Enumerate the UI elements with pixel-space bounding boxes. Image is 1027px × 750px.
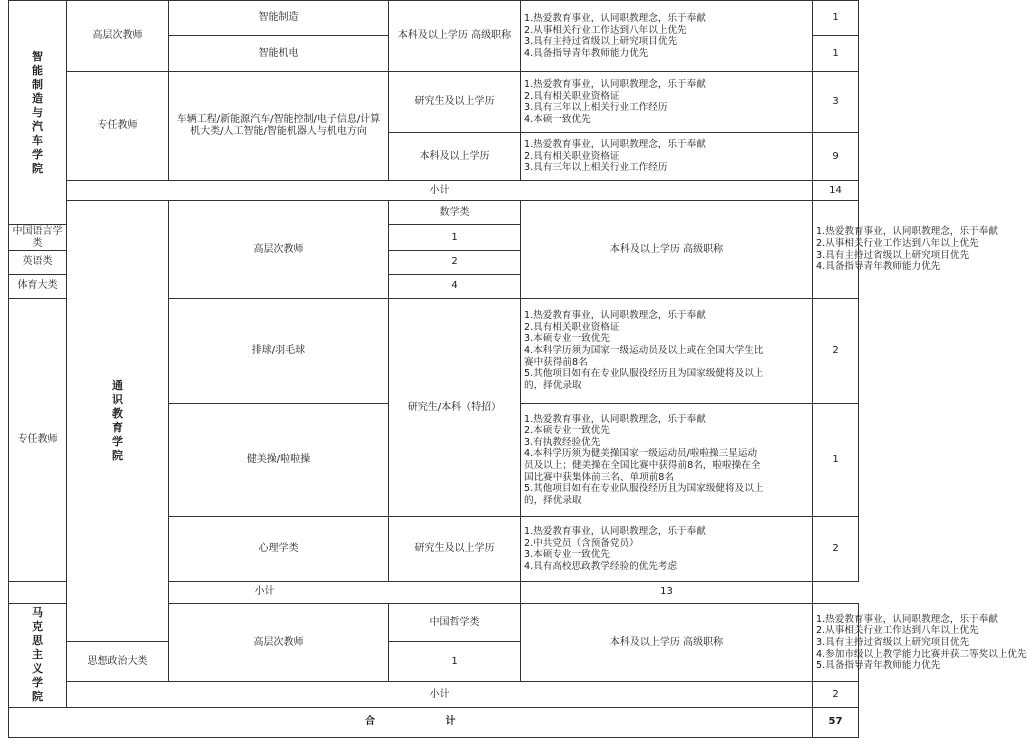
major: 排球/羽毛球 bbox=[169, 298, 389, 403]
requirement-line: 1.热爱教育事业，认同职教理念，乐于奉献 bbox=[816, 226, 998, 238]
education: 本科及以上学历 bbox=[389, 132, 521, 180]
requirement-line: 1.热爱教育事业，认同职教理念，乐于奉献 bbox=[524, 139, 706, 151]
requirement-line: 员及以上；健美操在全国比赛中获得前8名，啦啦操在全 bbox=[524, 460, 761, 472]
quota: 1 bbox=[813, 36, 859, 72]
requirement-line: 5.其他项目如有在专业队服役经历且为国家级健将及以上 bbox=[524, 368, 764, 380]
education: 研究生及以上学历 bbox=[389, 72, 521, 132]
requirement-line: 2.具有相关职业资格证 bbox=[524, 90, 620, 102]
requirement-line: 2.中共党员（含预备党员） bbox=[524, 537, 639, 549]
education: 本科及以上学历 高级职称 bbox=[521, 201, 813, 299]
requirement-line: 3.具有主持过省级以上研究项目优先 bbox=[816, 636, 970, 648]
major: 心理学类 bbox=[169, 517, 389, 581]
quota: 2 bbox=[813, 517, 859, 581]
requirement-line: 3.具有主持过省级以上研究项目优先 bbox=[524, 36, 678, 48]
subtotal-row bbox=[9, 181, 859, 201]
quota: 2 bbox=[389, 250, 521, 274]
education: 研究生/本科（特招） bbox=[389, 298, 521, 516]
requirement-line: 1.热爱教育事业，认同职教理念，乐于奉献 bbox=[524, 413, 706, 425]
total-value: 57 bbox=[813, 707, 859, 737]
requirement-line: 2.本硕专业一致优先 bbox=[524, 425, 610, 437]
requirement-line: 2.从事相关行业工作达到八年以上优先 bbox=[816, 238, 979, 250]
subtotal-row bbox=[9, 682, 859, 707]
total-row bbox=[9, 707, 859, 737]
requirement-line: 5.具备指导青年教师能力优先 bbox=[816, 660, 941, 672]
requirement-line: 1.热爱教育事业，认同职教理念，乐于奉献 bbox=[524, 78, 706, 90]
requirement-line: 4.具备指导青年教师能力优先 bbox=[524, 47, 649, 59]
total-label-a: 合 bbox=[365, 716, 376, 728]
requirements bbox=[521, 403, 813, 517]
requirements bbox=[521, 298, 813, 403]
teacher-type: 高层次教师 bbox=[169, 201, 389, 299]
teacher-type: 高层次教师 bbox=[169, 603, 389, 682]
requirement-line: 1.热爱教育事业，认同职教理念，乐于奉献 bbox=[524, 13, 706, 25]
major: 体育大类 bbox=[9, 274, 67, 298]
requirement-line: 4.本硕一致优先 bbox=[524, 113, 591, 125]
requirement-line: 2.具有相关职业资格证 bbox=[524, 150, 620, 162]
major: 思想政治大类 bbox=[67, 642, 169, 682]
major: 英语类 bbox=[9, 250, 67, 274]
requirement-line: 3.本硕专业一致优先 bbox=[524, 549, 610, 561]
requirement-line: 1.热爱教育事业，认同职教理念，乐于奉献 bbox=[524, 310, 706, 322]
requirement-line: 4.本科学历须为健美操国家一级运动员/啦啦操三星运动 bbox=[524, 448, 758, 460]
subtotal-label: 小计 bbox=[67, 181, 813, 201]
requirement-line: 3.本硕专业一致优先 bbox=[524, 333, 610, 345]
teacher-type: 专任教师 bbox=[67, 72, 169, 181]
requirement-line: 4.本科学历须为国家一级运动员及以上或在全国大学生比 bbox=[524, 344, 764, 356]
requirements bbox=[521, 1, 813, 72]
total-label-b: 计 bbox=[445, 716, 456, 728]
college-cell bbox=[67, 201, 169, 642]
major: 健美操/啦啦操 bbox=[169, 403, 389, 517]
quota: 1 bbox=[813, 403, 859, 517]
quota: 1 bbox=[389, 225, 521, 250]
requirement-line: 2.从事相关行业工作达到八年以上优先 bbox=[524, 24, 687, 36]
major: 数学类 bbox=[389, 201, 521, 225]
requirement-line: 1.热爱教育事业，认同职教理念，乐于奉献 bbox=[816, 613, 998, 625]
quota: 4 bbox=[389, 274, 521, 298]
requirement-line: 3.具有三年以上相关行业工作经历 bbox=[524, 102, 668, 114]
requirements bbox=[521, 132, 813, 180]
requirements bbox=[813, 201, 998, 299]
requirement-line: 的，择优录取 bbox=[524, 494, 582, 506]
quota: 2 bbox=[813, 298, 859, 403]
requirement-line: 2.具有相关职业资格证 bbox=[524, 321, 620, 333]
requirement-line: 国比赛中获集体前三名、单项前8名 bbox=[524, 471, 675, 483]
quota: 9 bbox=[813, 132, 859, 180]
requirement-line: 3.具有三年以上相关行业工作经历 bbox=[524, 162, 668, 174]
quota: 1 bbox=[389, 642, 521, 682]
requirements bbox=[521, 72, 813, 132]
college-cell bbox=[9, 1, 67, 225]
requirements bbox=[813, 603, 1027, 682]
college-name: 通识教育学院 bbox=[112, 379, 123, 463]
requirement-line: 5.其他项目如有在专业队服役经历且为国家级健将及以上 bbox=[524, 483, 764, 495]
subtotal-value: 2 bbox=[813, 682, 859, 707]
table-row bbox=[9, 1, 859, 36]
subtotal-label: 小计 bbox=[67, 682, 813, 707]
requirement-line: 3.有执教经验优先 bbox=[524, 436, 601, 448]
subtotal-value: 14 bbox=[813, 181, 859, 201]
table-row bbox=[9, 201, 859, 225]
subtotal-row bbox=[9, 581, 859, 603]
requirement-line: 3.具有主持过省级以上研究项目优先 bbox=[816, 249, 970, 261]
requirement-line: 赛中获得前8名 bbox=[524, 356, 588, 368]
college-cell bbox=[9, 603, 67, 707]
college-name: 马克思主义学院 bbox=[32, 606, 43, 704]
recruitment-table bbox=[8, 0, 1027, 738]
major: 智能制造 bbox=[169, 1, 389, 36]
college-name: 智能制造与汽车学院 bbox=[32, 49, 43, 175]
major: 车辆工程/新能源汽车/智能控制/电子信息/计算机大类/人工智能/智能机器人与机电方向 bbox=[169, 72, 389, 181]
total-label bbox=[9, 707, 813, 737]
table-row bbox=[9, 72, 859, 132]
teacher-type: 专任教师 bbox=[9, 298, 67, 581]
requirement-line: 1.热爱教育事业，认同职教理念，乐于奉献 bbox=[524, 525, 706, 537]
major: 中国哲学类 bbox=[389, 603, 521, 641]
requirement-line: 4.具有高校思政教学经验的优先考虑 bbox=[524, 560, 678, 572]
major: 中国语言学类 bbox=[9, 225, 67, 250]
requirement-line: 4.具备指导青年教师能力优先 bbox=[816, 261, 941, 273]
subtotal-label: 小计 bbox=[9, 581, 521, 603]
requirement-line: 的，择优录取 bbox=[524, 379, 582, 391]
education: 研究生及以上学历 bbox=[389, 517, 521, 581]
major: 智能机电 bbox=[169, 36, 389, 72]
requirements bbox=[521, 517, 813, 581]
subtotal-value: 13 bbox=[521, 581, 813, 603]
education: 本科及以上学历 高级职称 bbox=[389, 1, 521, 72]
requirement-line: 2.从事相关行业工作达到八年以上优先 bbox=[816, 625, 979, 637]
quota: 1 bbox=[813, 1, 859, 36]
quota: 3 bbox=[813, 72, 859, 132]
requirement-line: 4.参加市级以上教学能力比赛并获二等奖以上优先 bbox=[816, 648, 1027, 660]
education: 本科及以上学历 高级职称 bbox=[521, 603, 813, 682]
teacher-type: 高层次教师 bbox=[67, 1, 169, 72]
